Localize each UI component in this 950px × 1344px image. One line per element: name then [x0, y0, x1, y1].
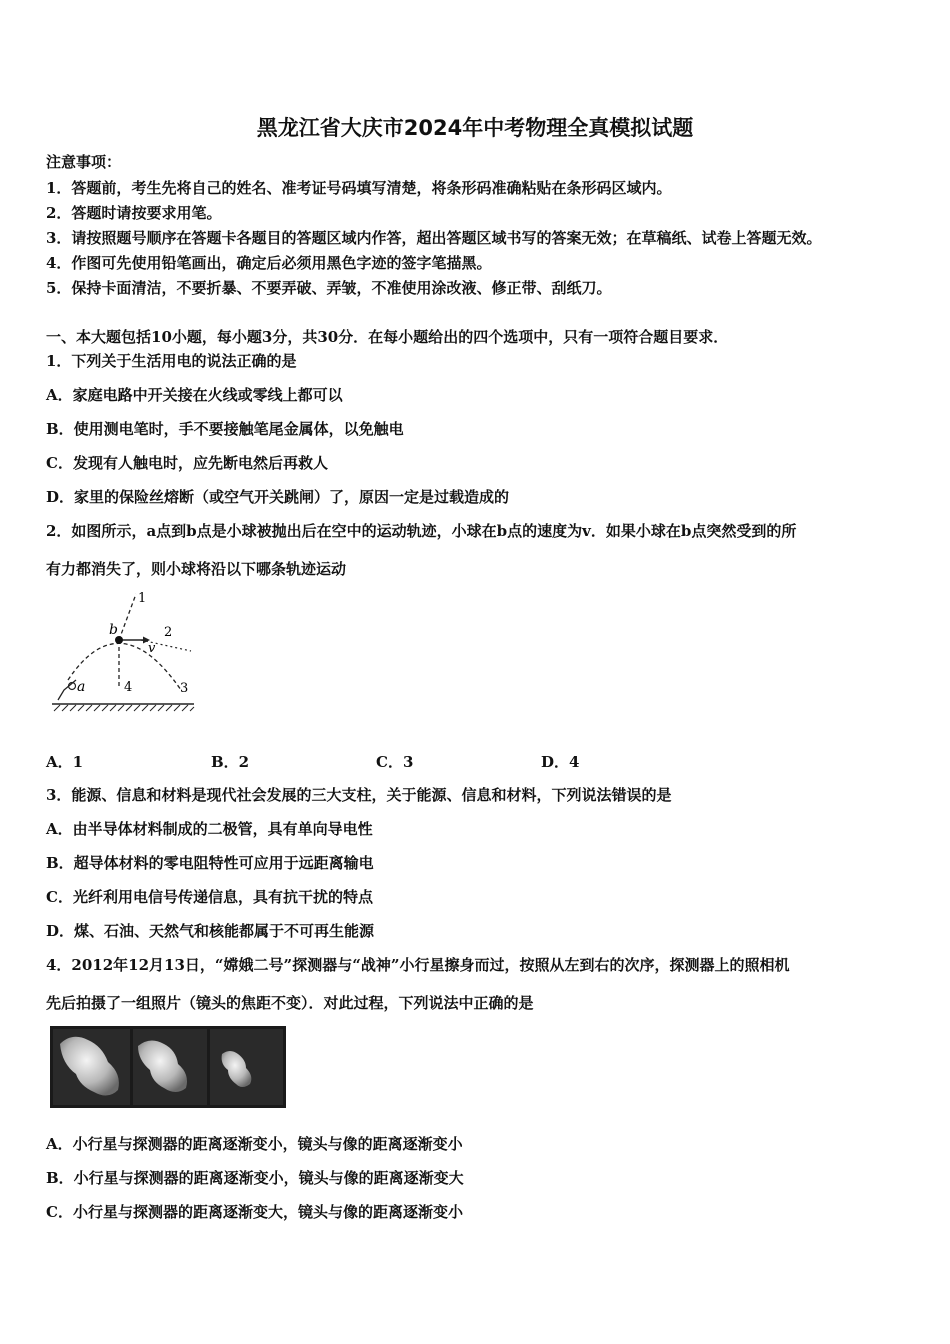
question-1-option-a: A．家庭电路中开关接在火线或零线上都可以	[46, 386, 343, 404]
question-1-stem: 1．下列关于生活用电的说法正确的是	[46, 352, 297, 370]
page-title: 黑龙江省大庆市2024年中考物理全真模拟试题	[256, 116, 694, 140]
label-3: 3	[180, 681, 189, 696]
section-heading: 一、本大题包括10小题，每小题3分，共30分．在每小题给出的四个选项中，只有一项符合题目要求．	[46, 328, 729, 346]
question-3-stem: 3．能源、信息和材料是现代社会发展的三大支柱，关于能源、信息和材料，下列说法错误的是	[46, 786, 672, 804]
label-a: a	[77, 679, 86, 695]
notice-item: 1．答题前，考生先将自己的姓名、准考证号码填写清楚，将条形码准确粘贴在条形码区域内。	[46, 179, 672, 197]
question-4-option-b: B．小行星与探测器的距离逐渐变小，镜头与像的距离逐渐变大	[46, 1169, 464, 1187]
ground-hatch	[54, 705, 194, 711]
question-2-option-d: D．4	[541, 753, 580, 771]
question-2-option-b: B．2	[211, 753, 250, 771]
path-1-line	[119, 594, 136, 640]
notice-heading: 注意事项：	[46, 153, 122, 171]
question-4-option-a: A．小行星与探测器的距离逐渐变小，镜头与像的距离逐渐变小	[46, 1135, 463, 1153]
notice-item: 5．保持卡面清洁，不要折暴、不要弄破、弄皱，不准使用涂改液、修正带、刮纸刀。	[46, 279, 612, 297]
asteroid-photos-figure	[50, 1026, 286, 1108]
question-3-option-b: B．超导体材料的零电阻特性可应用于远距离输电	[46, 854, 374, 872]
question-1-option-b: B．使用测电笔时，手不要接触笔尾金属体，以免触电	[46, 420, 404, 438]
question-1-option-d: D．家里的保险丝熔断（或空气开关跳闸）了，原因一定是过载造成的	[46, 488, 510, 506]
question-3-option-c: C．光纤利用电信号传递信息，具有抗干扰的特点	[46, 888, 373, 906]
notice-item: 4．作图可先使用铅笔画出，确定后必须用黑色字迹的签字笔描黑。	[46, 254, 492, 272]
label-4: 4	[124, 680, 133, 695]
question-2-stem-line-1: 2．如图所示，a点到b点是小球被抛出后在空中的运动轨迹，小球在b点的速度为v．如果小球在b点突然受到的所	[46, 522, 797, 540]
photo-3	[210, 1029, 283, 1105]
question-1-option-c: C．发现有人触电时，应先断电然后再救人	[46, 454, 328, 472]
label-b: b	[109, 622, 118, 638]
question-3-option-d: D．煤、石油、天然气和核能都属于不可再生能源	[46, 922, 375, 940]
question-2-stem-line-2: 有力都消失了，则小球将沿以下哪条轨迹运动	[46, 560, 347, 578]
question-4-stem-line-1: 4．2012年12月13日，“嫦娥二号”探测器与“战神”小行星擦身而过，按照从左到右的次序，探测器上的照相机	[46, 956, 790, 974]
trajectory-figure	[46, 588, 201, 718]
launcher-icon	[58, 680, 76, 700]
question-4-stem-line-2: 先后拍摄了一组照片（镜头的焦距不变）．对此过程，下列说法中正确的是	[46, 994, 534, 1012]
label-2: 2	[164, 625, 173, 640]
question-3-option-a: A．由半导体材料制成的二极管，具有单向导电性	[46, 820, 373, 838]
notice-item: 2．答题时请按要求用笔。	[46, 204, 222, 222]
question-4-option-c: C．小行星与探测器的距离逐渐变大，镜头与像的距离逐渐变小	[46, 1203, 463, 1221]
question-2-option-a: A．1	[46, 753, 84, 771]
notice-item: 3．请按照题号顺序在答题卡各题目的答题区域内作答，超出答题区域书写的答案无效；在草稿纸、试卷上答题无效。	[46, 229, 822, 247]
label-v: v	[148, 641, 156, 656]
question-2-option-c: C．3	[376, 753, 414, 771]
label-1: 1	[138, 591, 147, 606]
